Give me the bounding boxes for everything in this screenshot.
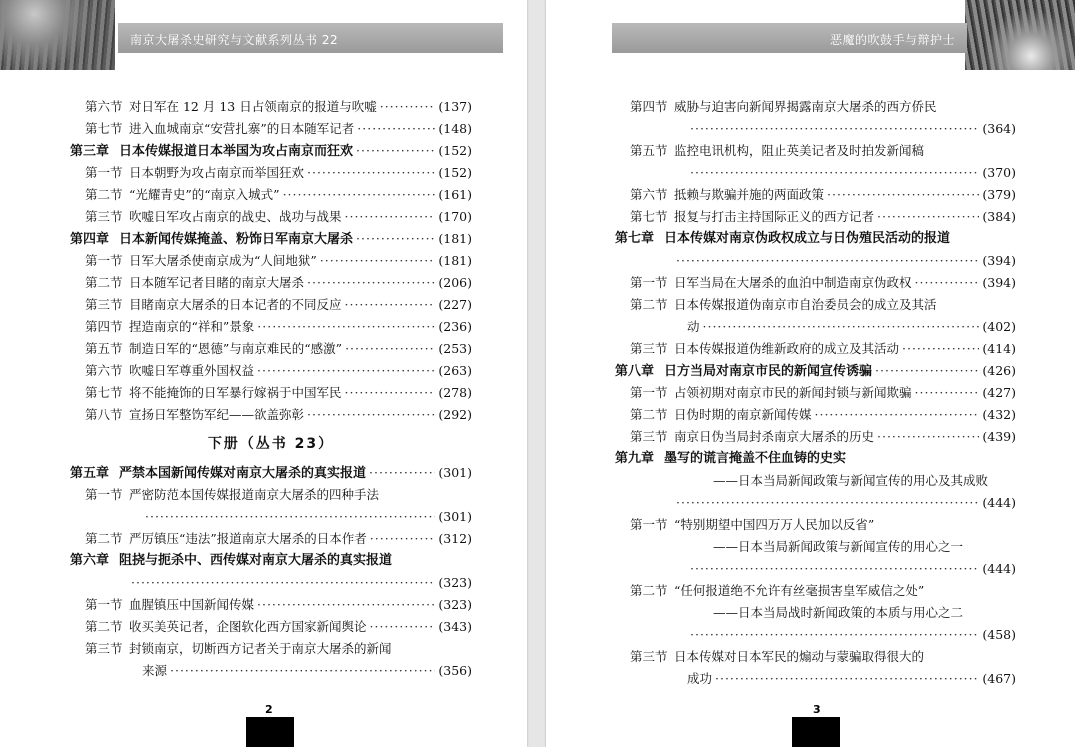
toc-entry-page: (427) <box>982 385 1016 400</box>
toc-entry <box>70 162 472 184</box>
toc-entry-page: (444) <box>982 495 1016 510</box>
toc-entry-number: 第七节 <box>630 209 668 224</box>
footer-block <box>792 717 840 747</box>
dot-leader <box>875 360 979 382</box>
toc-entry-number: 第六节 <box>85 99 123 114</box>
dot-leader <box>827 184 979 206</box>
toc-entry-number: 第三节 <box>85 209 123 224</box>
page-number: 3 <box>813 703 821 716</box>
toc-entry <box>615 580 1016 602</box>
dot-leader <box>257 360 435 382</box>
dot-leader <box>356 140 435 162</box>
dot-leader <box>877 426 979 448</box>
dot-leader <box>690 558 979 580</box>
toc-entry-page: (356) <box>438 663 472 678</box>
toc-entry <box>615 624 1016 646</box>
dot-leader <box>915 382 980 404</box>
toc-entry-title: 威胁与迫害向新闻界揭露南京大屠杀的西方侨民 <box>674 99 937 114</box>
toc-entry-page: (439) <box>982 429 1016 444</box>
toc-entry-number: 第九章 <box>615 451 655 466</box>
toc-entry-page: (394) <box>982 275 1016 290</box>
toc-entry <box>70 506 472 528</box>
dot-leader <box>345 294 436 316</box>
dot-leader <box>345 382 436 404</box>
toc-entry-title: 严禁本国新闻传媒对南京大屠杀的真实报道 <box>119 466 367 481</box>
toc-entry-title: 日军当局在大屠杀的血泊中制造南京伪政权 <box>674 275 912 290</box>
toc-entry <box>70 660 472 682</box>
toc-entry-title: 捏造南京的“祥和”景象 <box>129 319 255 334</box>
toc-entry-title: ——日本当局新闻政策与新闻宣传的用心之一 <box>713 539 964 554</box>
toc-entry-title: 日本传媒报道日本举国为攻占南京而狂欢 <box>119 144 354 159</box>
series-header-title: 南京大屠杀史研究与文献系列丛书 22 <box>130 33 339 47</box>
toc-entry-number: 第一节 <box>85 253 123 268</box>
toc-entry-number: 第六节 <box>630 187 668 202</box>
toc-entry <box>615 250 1016 272</box>
toc-entry-number: 第二节 <box>85 531 123 546</box>
toc-entry <box>615 206 1016 228</box>
toc-entry <box>615 294 1016 316</box>
toc-entry-page: (161) <box>438 187 472 202</box>
toc-entry <box>70 594 472 616</box>
toc-entry <box>615 404 1016 426</box>
toc-entry-title: 墨写的谎言掩盖不住血铸的史实 <box>664 451 847 466</box>
dot-leader <box>815 404 980 426</box>
toc-chapter-entry <box>615 228 1016 250</box>
toc-entry-title: 动 <box>687 319 700 334</box>
toc-entry <box>70 206 472 228</box>
toc-entry-number: 第一节 <box>630 275 668 290</box>
toc-entry-number: 第七节 <box>85 121 123 136</box>
toc-entry-page: (323) <box>438 575 472 590</box>
toc-entry-page: (432) <box>982 407 1016 422</box>
toc-entry-title: 目睹南京大屠杀的日本记者的不同反应 <box>129 297 342 312</box>
toc-entry-title: 南京日伪当局封杀南京大屠杀的历史 <box>674 429 875 444</box>
toc-entry-page: (312) <box>438 531 472 546</box>
dot-leader <box>307 162 435 184</box>
toc-entry <box>615 338 1016 360</box>
toc-entry <box>615 118 1016 140</box>
toc-entry-number: 第七章 <box>615 231 655 246</box>
toc-entry-title: 日伪时期的南京新闻传媒 <box>674 407 812 422</box>
dot-leader <box>676 492 979 514</box>
toc-entry-number: 第二节 <box>85 187 123 202</box>
toc-entry-page: (364) <box>982 121 1016 136</box>
toc-entry <box>70 484 472 506</box>
toc-chapter-entry <box>70 228 472 250</box>
toc-entry-number: 第三节 <box>630 429 668 444</box>
toc-entry-page: (379) <box>982 187 1016 202</box>
toc-entry <box>70 272 472 294</box>
toc-entry <box>615 558 1016 580</box>
toc-entry <box>70 404 472 426</box>
toc-entry-page: (444) <box>982 561 1016 576</box>
dot-leader <box>257 594 435 616</box>
toc-entry-page: (370) <box>982 165 1016 180</box>
toc-entry <box>70 316 472 338</box>
toc-entry-number: 第三节 <box>630 649 668 664</box>
toc-entry-title: 日本传媒报道伪南京市自治委员会的成立及其活 <box>674 297 937 312</box>
toc-entry-page: (152) <box>438 143 472 158</box>
toc-entry <box>615 382 1016 404</box>
toc-entry-number: 第八节 <box>85 407 123 422</box>
toc-entry <box>615 316 1016 338</box>
toc-entry-number: 第一节 <box>630 517 668 532</box>
toc-entry <box>70 118 472 140</box>
toc-entry-page: (170) <box>438 209 472 224</box>
toc-entry-title: 日本朝野为攻占南京而举国狂欢 <box>129 165 305 180</box>
toc-entry-number: 第七节 <box>85 385 123 400</box>
toc-entry-page: (301) <box>438 465 472 480</box>
toc-entry-title: 来源 <box>142 663 168 678</box>
toc-entry-number: 第八章 <box>615 364 655 379</box>
toc-chapter-entry <box>70 550 472 572</box>
toc-entry <box>70 360 472 382</box>
toc-entry-title: ——日本当局新闻政策与新闻宣传的用心及其成败 <box>713 473 989 488</box>
toc-entry-title: 日本传媒报道伪维新政府的成立及其活动 <box>674 341 900 356</box>
toc-entry-number: 第二节 <box>85 619 123 634</box>
toc-entry-page: (253) <box>438 341 472 356</box>
toc-entry-number: 第四节 <box>630 99 668 114</box>
dot-leader <box>380 96 436 118</box>
toc-entry-number: 第六节 <box>85 363 123 378</box>
toc-entry-number: 第二节 <box>630 583 668 598</box>
dot-leader <box>257 316 435 338</box>
toc-entry-title: 阻挠与扼杀中、西传媒对南京大屠杀的真实报道 <box>119 553 393 568</box>
toc-entry-number: 第五节 <box>85 341 123 356</box>
toc-entry <box>615 470 1016 492</box>
toc-entry-number: 第一节 <box>85 597 123 612</box>
toc-entry-page: (206) <box>438 275 472 290</box>
toc-entry-number: 第二节 <box>630 407 668 422</box>
toc-entry-page: (426) <box>982 363 1016 378</box>
toc-entry-title: 日本传媒对南京伪政权成立与日伪殖民活动的报道 <box>664 231 951 246</box>
toc-entry-title: 制造日军的“恩德”与南京难民的“感激” <box>129 341 343 356</box>
toc-entry-page: (181) <box>438 253 472 268</box>
volume-heading: 下册（丛书 23） <box>207 436 335 452</box>
dot-leader <box>370 616 436 638</box>
toc-entry-number: 第一节 <box>85 165 123 180</box>
toc-entry <box>70 382 472 404</box>
toc-entry <box>615 668 1016 690</box>
toc-entry <box>615 162 1016 184</box>
toc-entry-title: 将不能掩饰的日军暴行嫁祸于中国军民 <box>129 385 342 400</box>
dot-leader <box>131 572 435 594</box>
dot-leader <box>703 316 980 338</box>
toc-entry <box>70 338 472 360</box>
toc-entry-page: (414) <box>982 341 1016 356</box>
toc-entry-page: (402) <box>982 319 1016 334</box>
toc-entry-title: 严密防范本国传媒报道南京大屠杀的四种手法 <box>129 487 380 502</box>
toc-entry-number: 第一节 <box>630 385 668 400</box>
dot-leader <box>877 206 979 228</box>
toc-entry-page: (278) <box>438 385 472 400</box>
dot-leader <box>357 118 435 140</box>
left-page <box>0 0 527 747</box>
toc-entry-page: (458) <box>982 627 1016 642</box>
toc-chapter-entry <box>70 140 472 162</box>
dot-leader <box>690 624 979 646</box>
toc-entry-number: 第三节 <box>630 341 668 356</box>
toc-entry-title: 日方当局对南京市民的新闻宣传诱骗 <box>664 364 873 379</box>
toc-entry-title: 对日军在 12 月 13 日占领南京的报道与吹嘘 <box>129 99 377 114</box>
toc-entry-title: 收买美英记者，企图软化西方国家新闻舆论 <box>129 619 367 634</box>
toc-entry-title: 抵赖与欺骗并施的两面政策 <box>674 187 825 202</box>
toc-entry-title: 成功 <box>687 671 713 686</box>
toc-entry-number: 第一节 <box>85 487 123 502</box>
toc-entry-title: 进入血城南京“安营扎寨”的日本随军记者 <box>129 121 355 136</box>
toc-entry <box>615 514 1016 536</box>
toc-entry-title: 严厉镇压“违法”报道南京大屠杀的日本作者 <box>129 531 367 546</box>
toc-entry-page: (227) <box>438 297 472 312</box>
toc-entry-page: (343) <box>438 619 472 634</box>
toc-entry <box>615 492 1016 514</box>
dot-leader <box>369 462 435 484</box>
toc-entry-number: 第三节 <box>85 641 123 656</box>
toc-entry-title: 吹嘘日军尊重外国权益 <box>129 363 255 378</box>
toc-entry-number: 第五章 <box>70 466 110 481</box>
header-photo <box>0 0 115 70</box>
toc-entry-page: (181) <box>438 231 472 246</box>
toc-entry-page: (236) <box>438 319 472 334</box>
dot-leader <box>307 272 435 294</box>
toc-entry-number: 第五节 <box>630 143 668 158</box>
toc-entry <box>615 140 1016 162</box>
toc-entry-title: 宣扬日军整饬军纪——欲盖弥彰 <box>129 407 305 422</box>
toc-entry-number: 第二节 <box>85 275 123 290</box>
toc-entry <box>615 602 1016 624</box>
page-number: 2 <box>265 703 273 716</box>
toc-entry-title: 日本随军记者目睹的南京大屠杀 <box>129 275 305 290</box>
toc-entry <box>70 616 472 638</box>
toc-chapter-entry <box>70 462 472 484</box>
dot-leader <box>676 250 979 272</box>
toc-entry-title: 封锁南京，切断西方记者关于南京大屠杀的新闻 <box>129 641 392 656</box>
toc-entry-page: (301) <box>438 509 472 524</box>
dot-leader <box>690 118 979 140</box>
toc-entry <box>70 250 472 272</box>
toc-entry-page: (323) <box>438 597 472 612</box>
dot-leader <box>356 228 435 250</box>
toc-entry <box>615 184 1016 206</box>
footer-block <box>246 717 294 747</box>
toc-entry-title: 监控电讯机构，阻止英美记者及时拍发新闻稿 <box>674 143 925 158</box>
dot-leader <box>307 404 435 426</box>
toc-entry-title: 日本传媒对日本军民的煽动与蒙骗取得很大的 <box>674 649 925 664</box>
header-photo <box>965 0 1075 70</box>
toc-entry <box>615 536 1016 558</box>
toc-entry-page: (394) <box>982 253 1016 268</box>
dot-leader <box>170 660 435 682</box>
toc-entry-title: “任何报道绝不允许有丝毫损害皇军威信之处” <box>674 583 925 598</box>
toc-entry-page: (263) <box>438 363 472 378</box>
toc-entry-page: (148) <box>438 121 472 136</box>
dot-leader <box>902 338 979 360</box>
dot-leader <box>715 668 979 690</box>
toc-entry-page: (137) <box>438 99 472 114</box>
toc-entry-page: (292) <box>438 407 472 422</box>
toc-entry-number: 第三章 <box>70 144 110 159</box>
toc-entry <box>615 96 1016 118</box>
toc-entry-number: 第四节 <box>85 319 123 334</box>
toc-entry-page: (467) <box>982 671 1016 686</box>
toc-entry <box>615 646 1016 668</box>
toc-entry-title: 血腥镇压中国新闻传媒 <box>129 597 255 612</box>
dot-leader <box>370 528 436 550</box>
toc-entry-title: 占领初期对南京市民的新闻封锁与新闻欺骗 <box>674 385 912 400</box>
dot-leader <box>320 250 436 272</box>
book-header-title: 恶魔的吹鼓手与辩护士 <box>829 33 955 47</box>
toc-entry-title: 报复与打击主持国际正义的西方记者 <box>674 209 875 224</box>
dot-leader <box>345 206 436 228</box>
toc-entry <box>70 572 472 594</box>
toc-entry <box>70 638 472 660</box>
toc-left <box>70 96 472 682</box>
toc-entry-number: 第六章 <box>70 553 110 568</box>
toc-entry <box>70 184 472 206</box>
toc-chapter-entry <box>615 360 1016 382</box>
toc-entry <box>70 96 472 118</box>
toc-entry-number: 第二节 <box>630 297 668 312</box>
dot-leader <box>345 338 435 360</box>
toc-entry-title: 日本新闻传媒掩盖、粉饰日军南京大屠杀 <box>119 232 354 247</box>
toc-entry-title: “特别期望中国四万万人民加以反省” <box>674 517 875 532</box>
toc-entry <box>70 528 472 550</box>
right-page <box>546 0 1075 747</box>
toc-entry-title: 日军大屠杀使南京成为“人间地狱” <box>129 253 317 268</box>
toc-entry-title: ——日本当局战时新闻政策的本质与用心之二 <box>713 605 964 620</box>
toc-entry <box>615 426 1016 448</box>
toc-entry-title: 吹嘘日军攻占南京的战史、战功与战果 <box>129 209 342 224</box>
dot-leader <box>915 272 980 294</box>
toc-chapter-entry <box>615 448 1016 470</box>
toc-entry-number: 第四章 <box>70 232 110 247</box>
dot-leader <box>283 184 436 206</box>
toc-entry-page: (384) <box>982 209 1016 224</box>
dot-leader <box>145 506 435 528</box>
toc-entry-page: (152) <box>438 165 472 180</box>
toc-entry-title: “光耀青史”的“南京入城式” <box>129 187 280 202</box>
toc-entry <box>70 294 472 316</box>
dot-leader <box>690 162 979 184</box>
toc-entry <box>615 272 1016 294</box>
toc-entry-number: 第三节 <box>85 297 123 312</box>
toc-right <box>615 96 1016 690</box>
